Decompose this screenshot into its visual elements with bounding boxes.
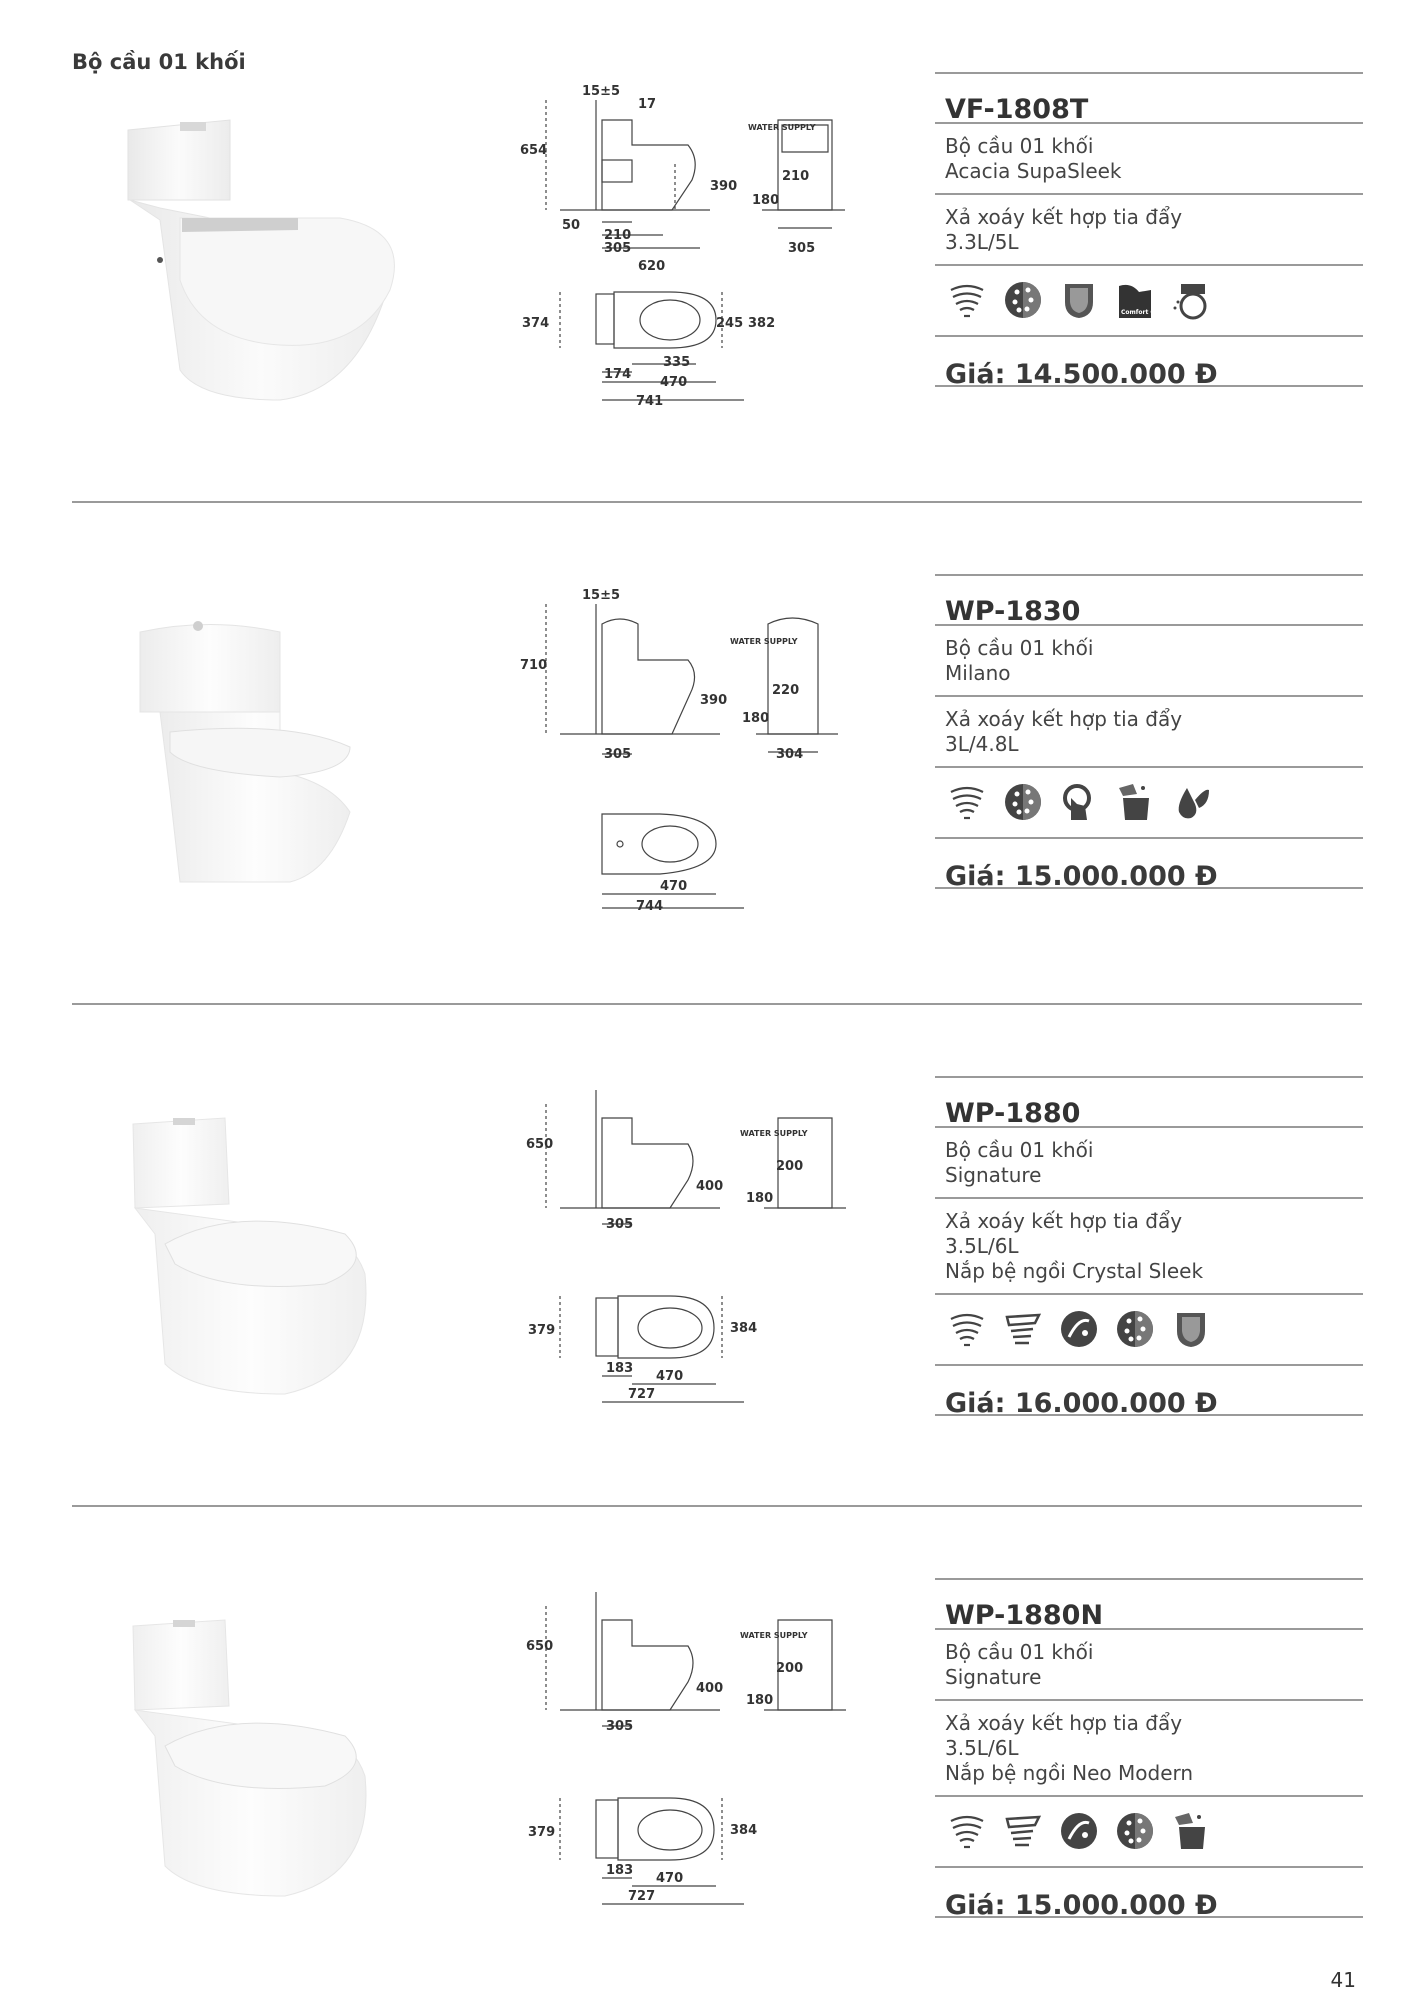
dim-supply-low: 180 bbox=[752, 193, 780, 208]
product-description bbox=[935, 1126, 1363, 1197]
swirl-flush-icon bbox=[945, 1809, 989, 1853]
dim-b1: 174 bbox=[604, 367, 632, 382]
product-photo bbox=[125, 1606, 415, 1936]
dim-supply-low: 180 bbox=[746, 1693, 774, 1708]
product-seat: Nắp bệ ngồi Neo Modern bbox=[945, 1761, 1194, 1785]
slim-seat-icon bbox=[1001, 1307, 1045, 1351]
product-description bbox=[935, 624, 1363, 695]
feature-icons bbox=[935, 1293, 1363, 1364]
dim-supply-low: 180 bbox=[746, 1191, 774, 1206]
swirl-flush-icon bbox=[945, 278, 989, 322]
product-flush: Xả xoáy kết hợp tia đẩy bbox=[945, 1209, 1183, 1233]
product-series: Signature bbox=[945, 1665, 1042, 1689]
product-volume: 3L/4.8L bbox=[945, 732, 1019, 756]
dim-bowl-inner: 245 bbox=[716, 316, 744, 331]
product-price: Giá: 14.500.000 Đ bbox=[935, 335, 1363, 387]
dimension-drawing bbox=[520, 584, 860, 914]
product-series: Milano bbox=[945, 661, 1011, 685]
dim-height: 650 bbox=[526, 1137, 554, 1152]
water-supply-label: WATER SUPPLY bbox=[740, 1129, 808, 1138]
dim-bowl-width: 382 bbox=[748, 316, 776, 331]
product-type: Bộ cầu 01 khối bbox=[945, 636, 1094, 660]
feature-icons bbox=[935, 766, 1363, 837]
dim-supply-height: 390 bbox=[700, 693, 728, 708]
dim-length: 727 bbox=[628, 1387, 656, 1402]
easy-release-seat-icon bbox=[1169, 278, 1213, 322]
dim-side-rough: 305 bbox=[788, 241, 816, 256]
product-features bbox=[935, 695, 1363, 766]
page-number: 41 bbox=[1330, 1968, 1356, 1992]
product-volume: 3.5L/6L bbox=[945, 1736, 1019, 1760]
dim-width: 374 bbox=[522, 316, 550, 331]
dim-depth: 620 bbox=[638, 259, 666, 274]
dim-b3: 470 bbox=[660, 375, 688, 390]
dim-length: 741 bbox=[636, 394, 664, 409]
product-type: Bộ cầu 01 khối bbox=[945, 1138, 1094, 1162]
dim-side-supply: 210 bbox=[782, 169, 810, 184]
antibacterial-glaze-icon bbox=[1001, 278, 1045, 322]
dim-bowl-width: 384 bbox=[730, 1823, 758, 1838]
dim-b3: 470 bbox=[656, 1369, 684, 1384]
soft-close-seat-icon bbox=[1169, 1307, 1213, 1351]
swirl-flush-icon bbox=[945, 1307, 989, 1351]
easy-clean-icon bbox=[1057, 1307, 1101, 1351]
dim-supply-x: 200 bbox=[776, 1159, 804, 1174]
dim-rough-in: 305 bbox=[606, 1719, 634, 1734]
water-supply-label: WATER SUPPLY bbox=[740, 1631, 808, 1640]
product-flush: Xả xoáy kết hợp tia đẩy bbox=[945, 707, 1183, 731]
water-supply-label: WATER SUPPLY bbox=[748, 123, 816, 132]
dim-supply-height: 390 bbox=[710, 179, 738, 194]
dim-supply-x: 210 bbox=[604, 228, 632, 243]
antibacterial-glaze-icon bbox=[1113, 1307, 1157, 1351]
product-volume: 3.5L/6L bbox=[945, 1234, 1019, 1258]
dim-height: 710 bbox=[520, 658, 548, 673]
dim-length: 727 bbox=[628, 1889, 656, 1904]
dim-height: 654 bbox=[520, 143, 548, 158]
product-price: Giá: 15.000.000 Đ bbox=[935, 837, 1363, 889]
icon-caption: Comfort Curve bbox=[1121, 309, 1171, 316]
product-series: Acacia SupaSleek bbox=[945, 159, 1122, 183]
dim-b2: 335 bbox=[663, 355, 691, 370]
dim-supply-height: 400 bbox=[696, 1179, 724, 1194]
product-section-wp-1880n bbox=[0, 1506, 1428, 2006]
product-code: WP-1880N bbox=[935, 1578, 1363, 1628]
product-photo bbox=[120, 100, 410, 430]
product-type: Bộ cầu 01 khối bbox=[945, 134, 1094, 158]
product-description bbox=[935, 1628, 1363, 1699]
swirl-flush-icon bbox=[945, 780, 989, 824]
feature-icons bbox=[935, 1795, 1363, 1866]
slim-seat-icon bbox=[1001, 1809, 1045, 1853]
product-code: VF-1808T bbox=[935, 72, 1363, 122]
touch-flush-icon bbox=[1057, 780, 1101, 824]
dim-top-gap: 15±5 bbox=[582, 84, 621, 99]
antibacterial-glaze-icon bbox=[1001, 780, 1045, 824]
product-section-wp-1880 bbox=[0, 1004, 1428, 1504]
product-features bbox=[935, 193, 1363, 264]
product-info bbox=[935, 1578, 1363, 1921]
product-features bbox=[935, 1197, 1363, 1293]
product-description bbox=[935, 122, 1363, 193]
dim-supply-x: 220 bbox=[772, 683, 800, 698]
product-flush: Xả xoáy kết hợp tia đẩy bbox=[945, 205, 1183, 229]
antibacterial-glaze-icon bbox=[1113, 1809, 1157, 1853]
dim-height: 650 bbox=[526, 1639, 554, 1654]
product-section-vf-1808t bbox=[0, 0, 1428, 500]
dim-b1: 183 bbox=[606, 1863, 634, 1878]
product-price: Giá: 15.000.000 Đ bbox=[935, 1866, 1363, 1918]
dim-supply-low: 180 bbox=[742, 711, 770, 726]
dim-b3: 470 bbox=[656, 1871, 684, 1886]
product-volume: 3.3L/5L bbox=[945, 230, 1019, 254]
dim-top-gap: 15±5 bbox=[582, 588, 621, 603]
easy-clean-icon bbox=[1057, 1809, 1101, 1853]
product-seat: Nắp bệ ngồi Crystal Sleek bbox=[945, 1259, 1204, 1283]
dim-side-rough: 304 bbox=[776, 747, 804, 762]
product-series: Signature bbox=[945, 1163, 1042, 1187]
feature-icons bbox=[935, 264, 1363, 335]
soft-close-seat-icon bbox=[1057, 278, 1101, 322]
page-heading: Bộ cầu 01 khối bbox=[72, 50, 246, 74]
comfort-curve-icon bbox=[1113, 278, 1171, 322]
easy-clean-icon bbox=[1113, 780, 1157, 824]
water-saving-icon bbox=[1169, 780, 1213, 824]
dimension-drawing bbox=[520, 80, 860, 410]
dim-length: 744 bbox=[636, 899, 664, 914]
product-features bbox=[935, 1699, 1363, 1795]
dim-b1: 183 bbox=[606, 1361, 634, 1376]
product-info bbox=[935, 574, 1363, 892]
dimension-drawing bbox=[520, 1090, 860, 1420]
dim-width: 379 bbox=[528, 1323, 556, 1338]
dim-top-offset: 17 bbox=[638, 97, 657, 112]
product-type: Bộ cầu 01 khối bbox=[945, 1640, 1094, 1664]
dim-bottom-gap: 50 bbox=[562, 218, 581, 233]
product-info bbox=[935, 1076, 1363, 1419]
product-code: WP-1880 bbox=[935, 1076, 1363, 1126]
dim-b3: 470 bbox=[660, 879, 688, 894]
dim-bowl-width: 384 bbox=[730, 1321, 758, 1336]
dim-supply-height: 400 bbox=[696, 1681, 724, 1696]
dim-rough-in: 305 bbox=[604, 747, 632, 762]
product-section-wp-1830 bbox=[0, 502, 1428, 1002]
easy-clean-icon bbox=[1169, 1809, 1213, 1853]
product-photo bbox=[125, 1104, 415, 1434]
dimension-drawing bbox=[520, 1592, 860, 1922]
product-info bbox=[935, 72, 1363, 390]
product-flush: Xả xoáy kết hợp tia đẩy bbox=[945, 1711, 1183, 1735]
product-code: WP-1830 bbox=[935, 574, 1363, 624]
product-photo bbox=[130, 612, 420, 942]
dim-rough-in: 305 bbox=[606, 1217, 634, 1232]
product-price: Giá: 16.000.000 Đ bbox=[935, 1364, 1363, 1416]
dim-rough-in: 305 bbox=[604, 241, 632, 256]
dim-supply-x: 200 bbox=[776, 1661, 804, 1676]
dim-width: 379 bbox=[528, 1825, 556, 1840]
water-supply-label: WATER SUPPLY bbox=[730, 637, 798, 646]
